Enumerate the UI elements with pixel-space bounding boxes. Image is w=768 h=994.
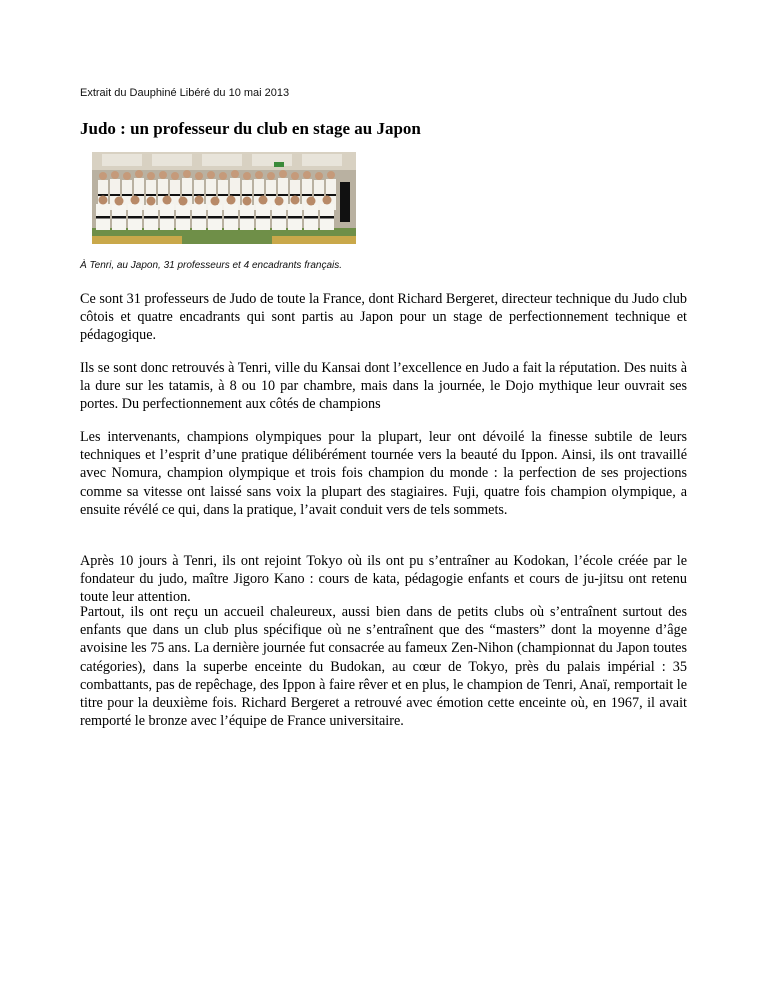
group-photo	[92, 152, 356, 244]
paragraph-tokyo: Après 10 jours à Tenri, ils ont rejoint Tokyo où ils ont pu s’entraîner au Kodokan, l’école créée par le fondateur du judo, maître Jigoro Kano : cours de kata, pédagogie enfants et cours de ju-jitsu ont retenu toute leur attention.	[80, 553, 687, 606]
article-title: Judo : un professeur du club en stage au Japon	[80, 119, 421, 138]
paragraph-champions: Les intervenants, champions olympiques pour la plupart, leur ont dévoilé la finesse subtile de leurs techniques et l’esprit d’une pratique délibérément tournée vers la beauté du Ippon. Ainsi, ils ont travaillé avec Nomura, champion olympique et trois fois champion du monde : la perfection de ses projections comme sa vitesse ont laissé sans voix la plupart des stagiaires. Fuji, quatre fois champion olympique, a ensuite révélé ce qui, dans la pratique, l’avait conduit vers de tels sommets.	[80, 429, 687, 518]
paragraph-tenri: Ils se sont donc retrouvés à Tenri, ville du Kansai dont l’excellence en Judo a fait la réputation. Des nuits à la dure sur les tatamis, à 8 ou 10 par chambre, mais dans la journée, le Dojo mythique leur ouvrait ses portes. Du perfectionnement aux côtés de champions	[80, 360, 687, 413]
judo-group-photo-image	[92, 152, 356, 244]
paragraph-welcome: Partout, ils ont reçu un accueil chaleureux, aussi bien dans de petits clubs où s’entraînent surtout des enfants que dans un club plus spécifique où ne s’entraînent que des “masters” dont la moyenne d’âge avoisine les 75 ans. La dernière journée fut consacrée au fameux Zen-Nihon (championnat du Japon toutes catégories), dans la superbe enceinte du Budokan, au cœur de Tokyo, près du palais impérial : 35 combattants, pas de repêchage, des Ippon à faire rêver et en plus, le champion de Tenri, Anaï, remportait le titre pour la deuxième fois. Richard Bergeret a retrouvé avec émotion cette enceinte où, en 1967, il avait remporté le bronze avec l’équipe de France universitaire.	[80, 604, 687, 730]
source-line: Extrait du Dauphiné Libéré du 10 mai 2013	[80, 87, 290, 99]
paragraph-intro: Ce sont 31 professeurs de Judo de toute la France, dont Richard Bergeret, directeur technique du Judo club côtois et quatre encadrants qui sont partis au Japon pour un stage de perfectionnement technique et pédagogique.	[80, 291, 687, 344]
photo-caption: À Tenri, au Japon, 31 professeurs et 4 encadrants français.	[80, 260, 343, 271]
